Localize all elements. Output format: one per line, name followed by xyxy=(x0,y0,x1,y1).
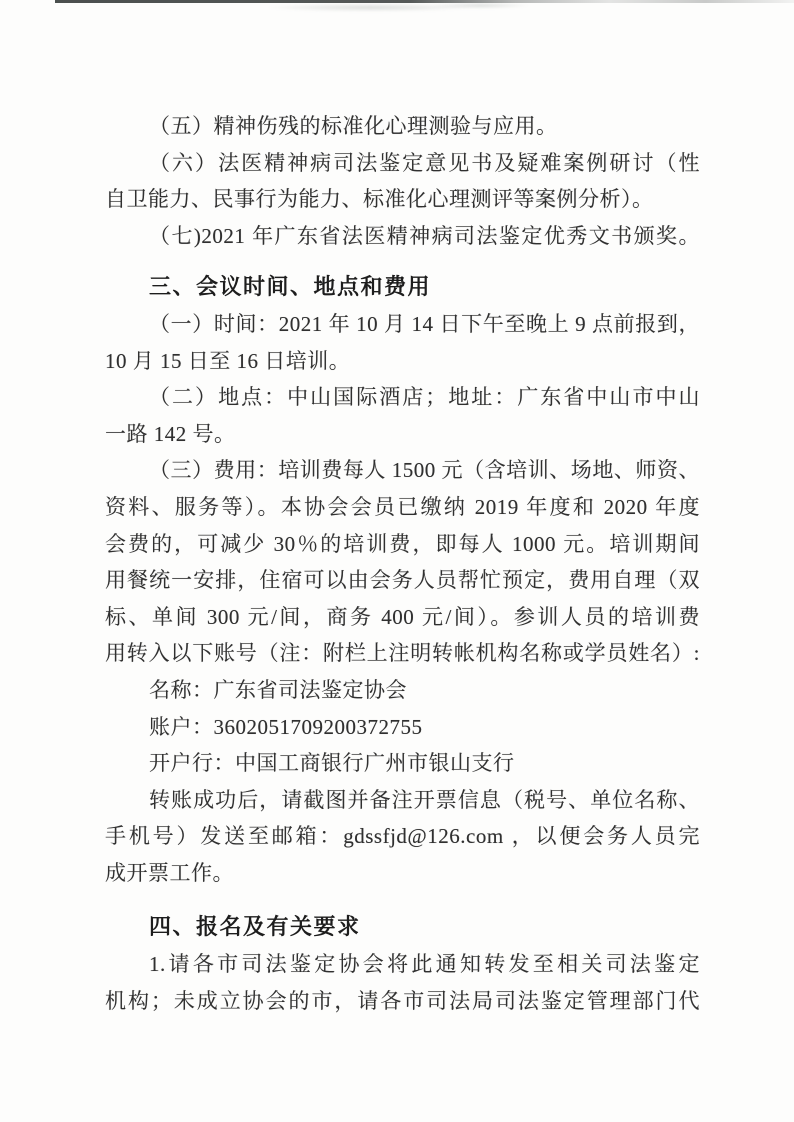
text-line: （七)2021 年广东省法医精神病司法鉴定优秀文书颁奖。 xyxy=(149,223,700,248)
scan-smudge xyxy=(430,2,530,9)
text-line: 用餐统一安排，住宿可以由会务人员帮忙预定，费用自理（双 xyxy=(105,568,700,593)
text-line: 用转入以下账号（注：附栏上注明转帐机构名称或学员姓名）: xyxy=(105,641,700,666)
document-body xyxy=(105,108,700,1019)
text-line: （六）法医精神病司法鉴定意见书及疑难案例研讨（性 xyxy=(149,150,700,175)
text-line: 自卫能力、民事行为能力、标准化心理测评等案例分析）。 xyxy=(105,187,654,212)
text-line: 标、单间 300 元/间，商务 400 元/间）。参训人员的培训费 xyxy=(105,604,700,629)
text-line: （三）费用：培训费每人 1500 元（含培训、场地、师资、 xyxy=(149,458,700,483)
text-line: 机构；未成立协会的市，请各市司法局司法鉴定管理部门代 xyxy=(105,988,700,1013)
text-line: 10 月 15 日至 16 日培训。 xyxy=(105,348,351,373)
text-line: （五）精神伤残的标准化心理测验与应用。 xyxy=(149,114,558,138)
text-line: 账户：3602051709200372755 xyxy=(149,714,423,739)
text-line: 名称：广东省司法鉴定协会 xyxy=(149,677,407,702)
text-line: 转账成功后，请截图并备注开票信息（税号、单位名称、 xyxy=(149,787,700,812)
section-heading: 三、会议时间、地点和费用 xyxy=(149,274,432,300)
text-line: （一）时间：2021 年 10 月 14 日下午至晚上 9 点前报到， xyxy=(149,311,700,336)
text-line: 开户行：中国工商银行广州市银山支行 xyxy=(149,751,515,776)
text-line: 手机号）发送至邮箱：gdssfjd@126.com ，以便会务人员完 xyxy=(105,824,700,849)
text-line: 成开票工作。 xyxy=(105,860,234,885)
text-line: 资料、服务等）。本协会会员已缴纳 2019 年度和 2020 年度 xyxy=(105,494,700,519)
text-line: 会费的，可减少 30％的培训费，即每人 1000 元。培训期间 xyxy=(105,531,700,556)
text-line: （二）地点：中山国际酒店；地址：广东省中山市中山 xyxy=(149,385,700,410)
text-line: 1.请各市司法鉴定协会将此通知转发至相关司法鉴定 xyxy=(149,952,700,977)
section-heading: 四、报名及有关要求 xyxy=(149,914,361,940)
text-line: 一路 142 号。 xyxy=(105,421,236,446)
